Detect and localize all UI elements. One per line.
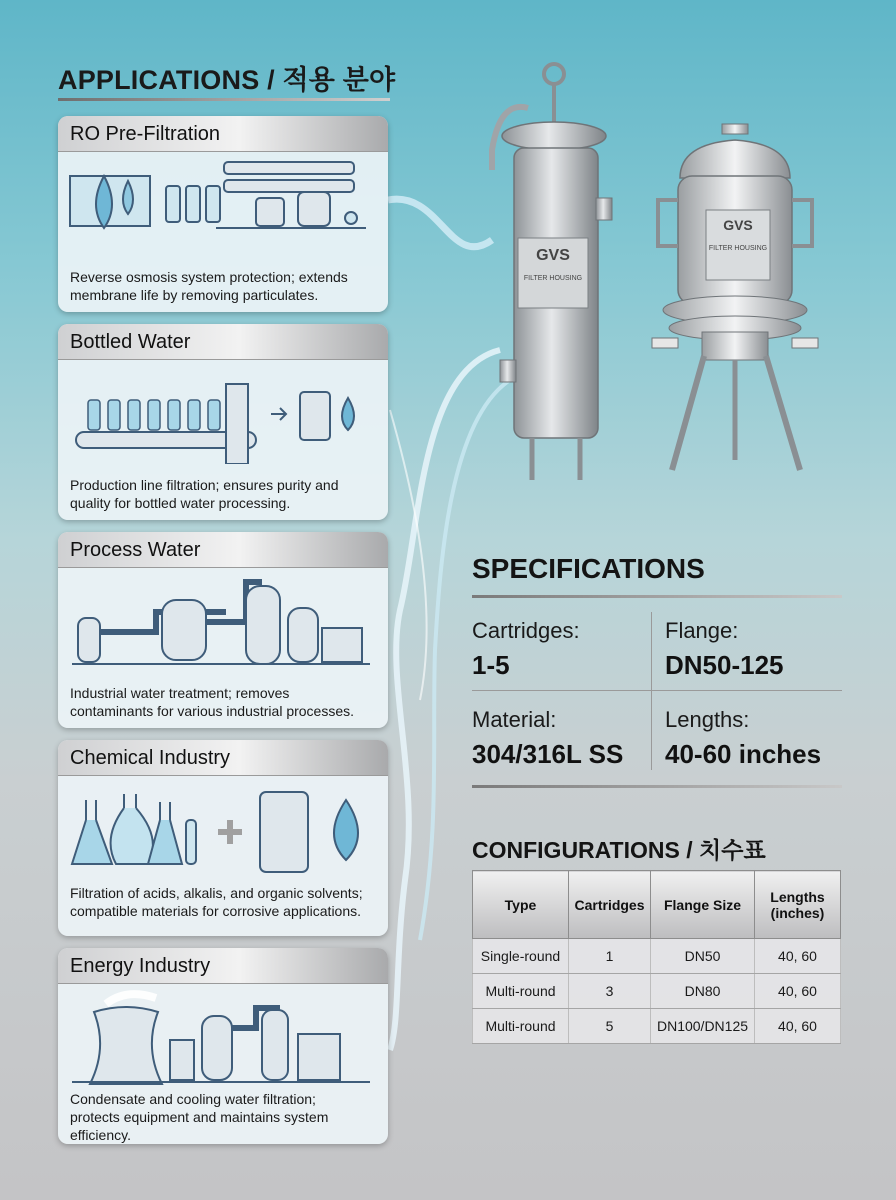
spec-vertical-divider [651, 612, 652, 770]
card-title: Energy Industry [58, 948, 388, 984]
configurations-title: CONFIGURATIONS / 치수표 [472, 837, 766, 863]
brand-logo-2: GVS [723, 217, 753, 233]
chemical-flasks-illustration [58, 776, 388, 884]
col-flange: Flange Size [651, 871, 755, 939]
application-card-bottled-water [58, 324, 388, 520]
spec-horizontal-divider [472, 690, 842, 691]
cell-type: Single-round [473, 939, 569, 974]
applications-title: APPLICATIONS / 적용 분야 [58, 65, 396, 95]
spec-cartridges [472, 618, 580, 681]
desc-line: efficiency. [70, 1127, 131, 1143]
cell-cartridges: 1 [569, 939, 651, 974]
cell-flange: DN100/DN125 [651, 1009, 755, 1044]
col-lengths-line2: (inches) [770, 904, 825, 921]
application-card-energy [58, 948, 388, 1144]
configurations-table [472, 870, 841, 1044]
spec-divider-bottom [472, 785, 842, 788]
product-label: FILTER HOUSING [523, 275, 583, 282]
cell-lengths: 40, 60 [755, 1009, 841, 1044]
card-title: Bottled Water [58, 324, 388, 360]
spec-label: Material: [472, 707, 557, 732]
cell-type: Multi-round [473, 974, 569, 1009]
cell-lengths: 40, 60 [755, 974, 841, 1009]
spec-value: 1-5 [472, 650, 510, 680]
spec-label: Cartridges: [472, 618, 580, 643]
product-label-2: FILTER HOUSING [708, 245, 768, 252]
card-description [70, 684, 380, 720]
spec-value: 40-60 inches [665, 739, 822, 769]
desc-line: Filtration of acids, alkalis, and organic solvents; [70, 885, 363, 901]
desc-line: Industrial water treatment; removes [70, 685, 290, 701]
desc-line: Reverse osmosis system protection; extends [70, 269, 348, 285]
desc-line: contaminants for various industrial processes. [70, 703, 355, 719]
cell-cartridges: 5 [569, 1009, 651, 1044]
spec-value: DN50-125 [665, 650, 784, 680]
desc-line: compatible materials for corrosive applications. [70, 903, 362, 919]
spec-label: Flange: [665, 618, 739, 643]
table-header-row [473, 871, 841, 939]
cell-flange: DN50 [651, 939, 755, 974]
application-card-ro [58, 116, 388, 312]
table-row [473, 1009, 841, 1044]
card-description [70, 884, 380, 920]
card-description [70, 268, 380, 304]
spec-lengths [665, 707, 821, 770]
product-images [480, 60, 860, 505]
card-description [70, 476, 380, 512]
table-row [473, 939, 841, 974]
brand-logo: GVS [536, 247, 570, 264]
cell-type: Multi-round [473, 1009, 569, 1044]
col-cartridges: Cartridges [569, 871, 651, 939]
card-title: RO Pre-Filtration [58, 116, 388, 152]
bottling-line-illustration [58, 360, 388, 468]
spec-label: Lengths: [665, 707, 750, 732]
power-plant-illustration [58, 984, 388, 1092]
spec-material [472, 707, 623, 770]
desc-line: Condensate and cooling water filtration; [70, 1091, 316, 1107]
cell-flange: DN80 [651, 974, 755, 1009]
card-description [70, 1090, 380, 1144]
col-type: Type [473, 871, 569, 939]
cell-lengths: 40, 60 [755, 939, 841, 974]
application-card-process-water [58, 532, 388, 728]
ro-illustration [58, 152, 388, 260]
filter-housings-illustration [480, 60, 860, 500]
table-row [473, 974, 841, 1009]
specifications-title: SPECIFICATIONS [472, 553, 705, 584]
card-title: Process Water [58, 532, 388, 568]
spec-flange [665, 618, 784, 681]
spec-value: 304/316L SS [472, 739, 624, 769]
desc-line: membrane life by removing particulates. [70, 287, 319, 303]
applications-divider [58, 98, 390, 101]
cell-cartridges: 3 [569, 974, 651, 1009]
col-lengths [755, 871, 841, 939]
application-card-chemical [58, 740, 388, 936]
desc-line: quality for bottled water processing. [70, 495, 291, 511]
card-title: Chemical Industry [58, 740, 388, 776]
col-lengths-line1: Lengths [770, 888, 825, 905]
desc-line: Production line filtration; ensures purity and [70, 477, 339, 493]
desc-line: protects equipment and maintains system [70, 1109, 329, 1125]
spec-divider-top [472, 595, 842, 598]
industrial-plant-illustration [58, 568, 388, 676]
